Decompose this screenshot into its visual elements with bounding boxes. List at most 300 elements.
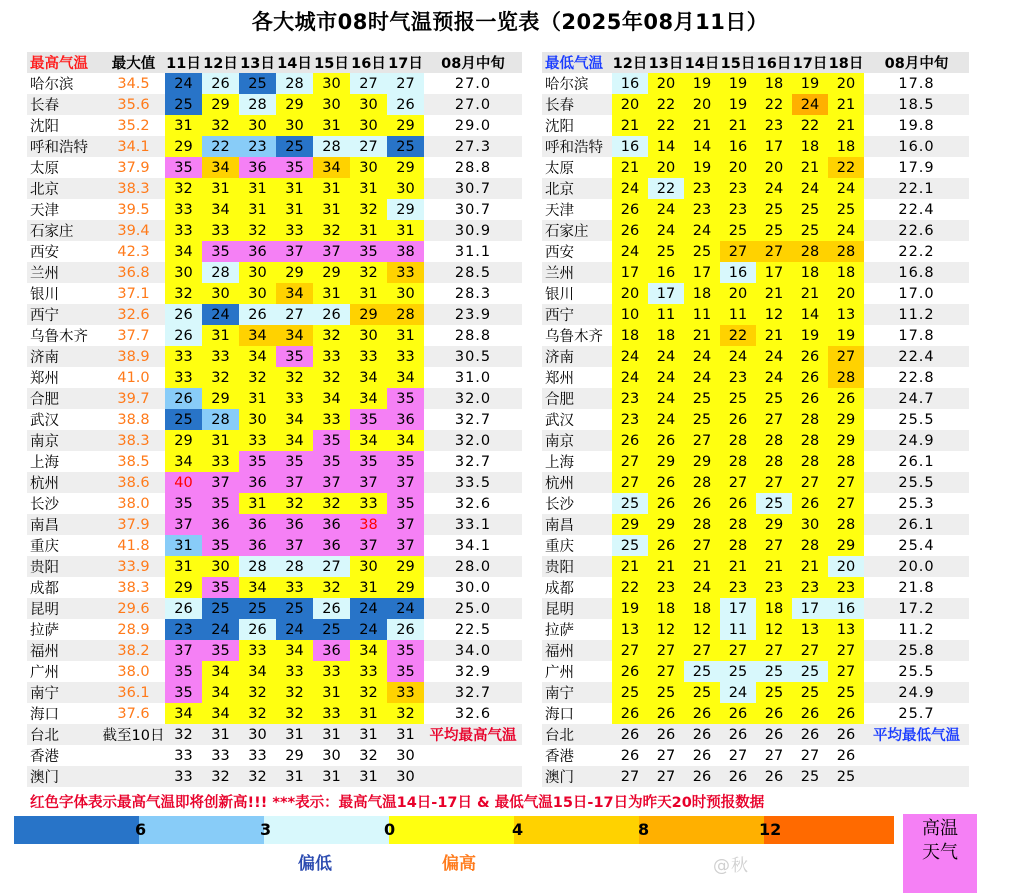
footnote: 红色字体表示最高气温即将创新高!!! ***表示：最高气温14日-17日 & 最低气温15日-17日为昨天20时预报数据 — [30, 795, 765, 811]
city-name: 拉萨 — [542, 619, 612, 640]
temp-cell: 31 — [202, 430, 239, 451]
city-name: 武汉 — [542, 409, 612, 430]
column-header: 16日 — [756, 52, 792, 73]
temp-cell: 27 — [828, 640, 864, 661]
temp-cell: 26 — [828, 745, 864, 766]
temp-cell: 27 — [756, 745, 792, 766]
max-value: 38.5 — [102, 451, 165, 472]
city-name: 呼和浩特 — [27, 136, 102, 157]
temp-cell: 21 — [612, 556, 648, 577]
temp-cell: 25 — [792, 199, 828, 220]
temp-cell: 28 — [276, 73, 313, 94]
temp-cell: 26 — [387, 619, 424, 640]
temp-cell: 26 — [612, 745, 648, 766]
temp-cell: 25 — [276, 598, 313, 619]
table-row — [27, 430, 522, 451]
table-row — [542, 682, 969, 703]
temp-cell: 26 — [684, 745, 720, 766]
temp-cell: 21 — [720, 115, 756, 136]
temp-cell: 36 — [313, 514, 350, 535]
city-name: 香港 — [542, 745, 612, 766]
temp-cell: 25 — [165, 94, 202, 115]
max-value: 34.5 — [102, 73, 165, 94]
city-name: 合肥 — [27, 388, 102, 409]
table-row — [542, 493, 969, 514]
column-header: 14日 — [276, 52, 313, 73]
temp-cell: 30 — [350, 325, 387, 346]
temp-cell: 28 — [792, 451, 828, 472]
temp-cell: 19 — [720, 73, 756, 94]
temp-cell: 28 — [756, 451, 792, 472]
temp-cell: 31 — [350, 577, 387, 598]
decade-average: 17.2 — [864, 598, 969, 619]
city-name: 重庆 — [542, 535, 612, 556]
temp-cell: 35 — [165, 661, 202, 682]
temp-cell: 29 — [387, 157, 424, 178]
table-row — [27, 598, 522, 619]
temp-cell: 33 — [313, 346, 350, 367]
temp-cell: 24 — [756, 367, 792, 388]
table-row — [27, 115, 522, 136]
temp-cell: 33 — [350, 493, 387, 514]
temp-cell: 34 — [202, 157, 239, 178]
temp-cell: 36 — [387, 409, 424, 430]
temp-cell: 24 — [648, 199, 684, 220]
temp-cell: 35 — [313, 430, 350, 451]
decade-average — [424, 766, 522, 787]
temp-cell: 25 — [239, 598, 276, 619]
decade-average: 17.8 — [864, 73, 969, 94]
city-name: 石家庄 — [27, 220, 102, 241]
temp-cell: 26 — [165, 304, 202, 325]
temp-cell: 31 — [313, 115, 350, 136]
temp-cell: 24 — [684, 346, 720, 367]
temp-cell: 37 — [276, 241, 313, 262]
city-name: 西宁 — [542, 304, 612, 325]
temp-cell: 32 — [239, 766, 276, 787]
temp-cell: 35 — [165, 493, 202, 514]
city-name: 海口 — [542, 703, 612, 724]
temp-cell: 27 — [720, 745, 756, 766]
table-row — [542, 409, 969, 430]
temp-cell: 11 — [720, 304, 756, 325]
temp-cell: 28 — [313, 136, 350, 157]
column-header: 18日 — [828, 52, 864, 73]
temp-cell: 26 — [165, 388, 202, 409]
temp-cell: 27 — [684, 430, 720, 451]
decade-average — [864, 745, 969, 766]
table-row — [27, 241, 522, 262]
max-value: 33.9 — [102, 556, 165, 577]
temp-cell: 25 — [720, 661, 756, 682]
city-name: 哈尔滨 — [542, 73, 612, 94]
city-name: 澳门 — [542, 766, 612, 787]
max-value: 42.3 — [102, 241, 165, 262]
decade-average: 17.8 — [864, 325, 969, 346]
temp-cell: 36 — [239, 535, 276, 556]
table-row — [27, 262, 522, 283]
temp-cell: 37 — [313, 472, 350, 493]
temp-cell: 28 — [387, 304, 424, 325]
temp-cell: 28 — [792, 535, 828, 556]
temp-cell: 25 — [648, 682, 684, 703]
city-name: 福州 — [542, 640, 612, 661]
temp-cell: 33 — [313, 703, 350, 724]
temp-cell: 31 — [202, 724, 239, 745]
temp-cell: 34 — [165, 451, 202, 472]
temp-cell: 16 — [612, 136, 648, 157]
page-title: 各大城市08时气温预报一览表（2025年08月11日） — [251, 10, 769, 34]
high-temp-table — [27, 52, 522, 787]
temp-cell: 26 — [612, 724, 648, 745]
temp-cell: 32 — [239, 367, 276, 388]
decade-average: 24.9 — [864, 430, 969, 451]
temp-cell: 34 — [276, 430, 313, 451]
decade-average: 32.9 — [424, 661, 522, 682]
temp-cell: 27 — [792, 472, 828, 493]
max-value: 35.2 — [102, 115, 165, 136]
city-name: 南京 — [27, 430, 102, 451]
table-row — [542, 199, 969, 220]
city-name: 成都 — [542, 577, 612, 598]
column-header: 12日 — [202, 52, 239, 73]
temp-cell: 24 — [387, 598, 424, 619]
temp-cell: 37 — [387, 472, 424, 493]
temp-cell: 30 — [350, 157, 387, 178]
temp-cell: 19 — [684, 157, 720, 178]
temp-cell: 33 — [276, 661, 313, 682]
temp-cell: 21 — [720, 556, 756, 577]
table-row — [542, 136, 969, 157]
watermark: @秋 — [713, 856, 749, 876]
temp-cell: 29 — [684, 451, 720, 472]
city-name: 北京 — [542, 178, 612, 199]
temp-cell: 27 — [792, 745, 828, 766]
temp-cell: 17 — [756, 136, 792, 157]
temp-cell: 17 — [684, 262, 720, 283]
temp-cell: 22 — [648, 115, 684, 136]
scale-word-low: 偏低 — [298, 854, 332, 874]
max-value: 35.6 — [102, 94, 165, 115]
temp-cell: 31 — [276, 178, 313, 199]
temp-cell: 26 — [165, 598, 202, 619]
temp-cell: 27 — [828, 493, 864, 514]
decade-average: 11.2 — [864, 304, 969, 325]
temp-cell: 32 — [350, 682, 387, 703]
temp-cell: 29 — [828, 430, 864, 451]
temp-cell: 31 — [350, 766, 387, 787]
temp-cell: 25 — [756, 220, 792, 241]
temp-cell: 14 — [684, 136, 720, 157]
temp-cell: 26 — [792, 346, 828, 367]
city-name: 重庆 — [27, 535, 102, 556]
temp-cell: 21 — [612, 157, 648, 178]
city-name: 沈阳 — [542, 115, 612, 136]
temp-cell: 25 — [684, 241, 720, 262]
temp-cell: 34 — [313, 157, 350, 178]
city-name: 济南 — [27, 346, 102, 367]
table-header-row — [542, 52, 969, 73]
max-value: 29.6 — [102, 598, 165, 619]
temp-cell: 28 — [202, 409, 239, 430]
temp-cell: 34 — [239, 325, 276, 346]
temp-cell: 29 — [165, 136, 202, 157]
temp-cell: 26 — [684, 766, 720, 787]
temp-cell: 33 — [202, 346, 239, 367]
temp-cell: 34 — [350, 640, 387, 661]
table-row — [27, 766, 522, 787]
temp-cell: 29 — [828, 409, 864, 430]
temp-cell: 26 — [792, 367, 828, 388]
temp-cell: 33 — [165, 199, 202, 220]
temp-cell: 26 — [612, 220, 648, 241]
table-row — [542, 640, 969, 661]
temp-cell: 38 — [350, 514, 387, 535]
temp-cell: 28 — [684, 514, 720, 535]
temp-cell: 28 — [720, 451, 756, 472]
temp-cell: 23 — [720, 577, 756, 598]
temp-cell: 25 — [756, 661, 792, 682]
temp-cell: 21 — [648, 556, 684, 577]
temp-cell: 18 — [648, 325, 684, 346]
temp-cell: 12 — [684, 619, 720, 640]
temp-cell: 32 — [313, 325, 350, 346]
temp-cell: 30 — [202, 556, 239, 577]
decade-average: 18.5 — [864, 94, 969, 115]
decade-average — [424, 745, 522, 766]
temp-cell: 34 — [350, 430, 387, 451]
temp-cell: 36 — [239, 241, 276, 262]
max-value: 38.9 — [102, 346, 165, 367]
temp-cell: 23 — [648, 577, 684, 598]
temp-cell: 28 — [828, 241, 864, 262]
city-name: 太原 — [542, 157, 612, 178]
temp-cell: 24 — [756, 346, 792, 367]
column-header: 11日 — [165, 52, 202, 73]
temp-cell: 33 — [165, 367, 202, 388]
temp-cell: 18 — [792, 262, 828, 283]
temp-cell: 31 — [387, 220, 424, 241]
temp-cell: 26 — [792, 388, 828, 409]
city-name: 石家庄 — [542, 220, 612, 241]
temp-cell: 35 — [202, 493, 239, 514]
table-row — [27, 472, 522, 493]
temp-cell: 25 — [828, 199, 864, 220]
temp-cell: 35 — [387, 451, 424, 472]
max-value: 34.1 — [102, 136, 165, 157]
temp-cell: 36 — [239, 157, 276, 178]
temp-cell: 18 — [828, 262, 864, 283]
table-row — [542, 514, 969, 535]
temp-cell: 31 — [387, 724, 424, 745]
temp-cell: 23 — [684, 199, 720, 220]
decade-average: 30.7 — [424, 199, 522, 220]
temp-cell: 27 — [648, 661, 684, 682]
decade-average: 30.7 — [424, 178, 522, 199]
temp-cell: 33 — [350, 346, 387, 367]
temp-cell: 28 — [828, 367, 864, 388]
temp-cell: 27 — [720, 472, 756, 493]
temp-cell: 31 — [350, 724, 387, 745]
temp-cell: 14 — [792, 304, 828, 325]
temp-cell: 30 — [387, 745, 424, 766]
temp-cell: 20 — [828, 556, 864, 577]
decade-average: 32.7 — [424, 682, 522, 703]
temp-cell: 32 — [350, 262, 387, 283]
temp-cell: 33 — [313, 661, 350, 682]
city-name: 银川 — [27, 283, 102, 304]
city-name: 哈尔滨 — [27, 73, 102, 94]
temp-cell: 13 — [828, 619, 864, 640]
temp-cell: 21 — [756, 325, 792, 346]
temp-cell: 22 — [202, 136, 239, 157]
temp-cell: 35 — [165, 682, 202, 703]
decade-average: 25.5 — [864, 661, 969, 682]
max-value: 37.9 — [102, 157, 165, 178]
city-name: 北京 — [27, 178, 102, 199]
temp-cell: 32 — [313, 367, 350, 388]
temp-cell: 19 — [828, 325, 864, 346]
column-header: 15日 — [313, 52, 350, 73]
column-header: 08月中旬 — [864, 52, 969, 73]
temp-cell: 35 — [165, 157, 202, 178]
temp-cell: 21 — [684, 325, 720, 346]
temp-cell: 26 — [828, 388, 864, 409]
temp-cell: 37 — [276, 535, 313, 556]
temp-cell: 31 — [313, 199, 350, 220]
city-name: 南京 — [542, 430, 612, 451]
table-row — [27, 661, 522, 682]
temp-cell: 28 — [792, 241, 828, 262]
temp-cell: 37 — [387, 514, 424, 535]
decade-average: 25.5 — [864, 409, 969, 430]
temp-cell: 18 — [684, 283, 720, 304]
temp-cell: 30 — [239, 283, 276, 304]
temp-cell: 34 — [313, 388, 350, 409]
temp-cell: 34 — [239, 346, 276, 367]
temp-cell: 30 — [313, 745, 350, 766]
column-header: 最低气温 — [542, 52, 612, 73]
temp-cell: 29 — [276, 262, 313, 283]
table-row — [542, 304, 969, 325]
temp-cell: 30 — [239, 115, 276, 136]
temp-cell: 18 — [792, 136, 828, 157]
temp-cell: 25 — [684, 661, 720, 682]
temp-cell: 24 — [648, 220, 684, 241]
temp-cell: 29 — [276, 745, 313, 766]
temp-cell: 13 — [612, 619, 648, 640]
temp-cell: 31 — [202, 178, 239, 199]
temp-cell: 28 — [828, 514, 864, 535]
temp-cell: 30 — [387, 766, 424, 787]
temp-cell: 34 — [239, 661, 276, 682]
temp-cell: 27 — [756, 535, 792, 556]
temp-cell: 33 — [387, 346, 424, 367]
temp-cell: 30 — [202, 283, 239, 304]
table-row — [542, 703, 969, 724]
temp-cell: 29 — [202, 388, 239, 409]
temp-cell: 29 — [612, 514, 648, 535]
temp-cell: 29 — [828, 535, 864, 556]
temp-cell: 35 — [276, 157, 313, 178]
temp-cell: 26 — [612, 661, 648, 682]
table-row — [27, 220, 522, 241]
temp-cell: 33 — [239, 430, 276, 451]
decade-average: 平均最高气温 — [424, 724, 522, 745]
table-row — [27, 94, 522, 115]
temp-cell: 28 — [828, 451, 864, 472]
temp-cell: 35 — [350, 451, 387, 472]
temp-cell: 32 — [239, 682, 276, 703]
temp-cell: 34 — [165, 241, 202, 262]
temp-cell: 25 — [756, 199, 792, 220]
temp-cell: 27 — [756, 241, 792, 262]
temp-cell: 31 — [350, 283, 387, 304]
city-name: 呼和浩特 — [542, 136, 612, 157]
scale-tick-label: 12 — [759, 820, 782, 839]
temp-cell: 32 — [313, 577, 350, 598]
temp-cell: 25 — [239, 73, 276, 94]
decade-average: 19.8 — [864, 115, 969, 136]
temp-cell: 30 — [276, 115, 313, 136]
temp-cell: 27 — [387, 73, 424, 94]
max-value: 39.7 — [102, 388, 165, 409]
temp-cell: 25 — [612, 535, 648, 556]
temp-cell: 30 — [165, 262, 202, 283]
temp-cell: 20 — [648, 73, 684, 94]
table-row — [27, 682, 522, 703]
temp-cell: 27 — [350, 136, 387, 157]
temp-cell: 33 — [165, 220, 202, 241]
temp-cell: 27 — [612, 766, 648, 787]
decade-average: 29.0 — [424, 115, 522, 136]
decade-average: 26.1 — [864, 451, 969, 472]
temp-cell: 32 — [202, 115, 239, 136]
temp-cell: 25 — [792, 766, 828, 787]
max-value: 38.3 — [102, 178, 165, 199]
temp-cell: 27 — [648, 766, 684, 787]
city-name: 贵阳 — [27, 556, 102, 577]
decade-average: 25.7 — [864, 703, 969, 724]
temp-cell: 31 — [239, 493, 276, 514]
temp-cell: 31 — [313, 766, 350, 787]
table-row — [27, 346, 522, 367]
column-header: 最大值 — [102, 52, 165, 73]
temp-cell: 29 — [276, 94, 313, 115]
temp-cell: 24 — [684, 367, 720, 388]
temp-cell: 33 — [165, 766, 202, 787]
table-row — [27, 451, 522, 472]
temp-cell: 28 — [276, 556, 313, 577]
temp-cell: 35 — [350, 241, 387, 262]
temp-cell: 37 — [276, 472, 313, 493]
temp-cell: 24 — [828, 178, 864, 199]
temp-cell: 33 — [276, 388, 313, 409]
temp-cell: 30 — [387, 178, 424, 199]
temp-cell: 26 — [720, 493, 756, 514]
temp-cell: 29 — [387, 199, 424, 220]
temp-cell: 24 — [612, 178, 648, 199]
temp-cell: 33 — [387, 682, 424, 703]
table-row — [27, 514, 522, 535]
temp-cell: 22 — [792, 115, 828, 136]
temp-cell: 37 — [350, 535, 387, 556]
temp-cell: 25 — [756, 682, 792, 703]
city-name: 福州 — [27, 640, 102, 661]
temp-cell: 36 — [313, 535, 350, 556]
temp-cell: 21 — [756, 556, 792, 577]
temp-cell: 30 — [313, 73, 350, 94]
